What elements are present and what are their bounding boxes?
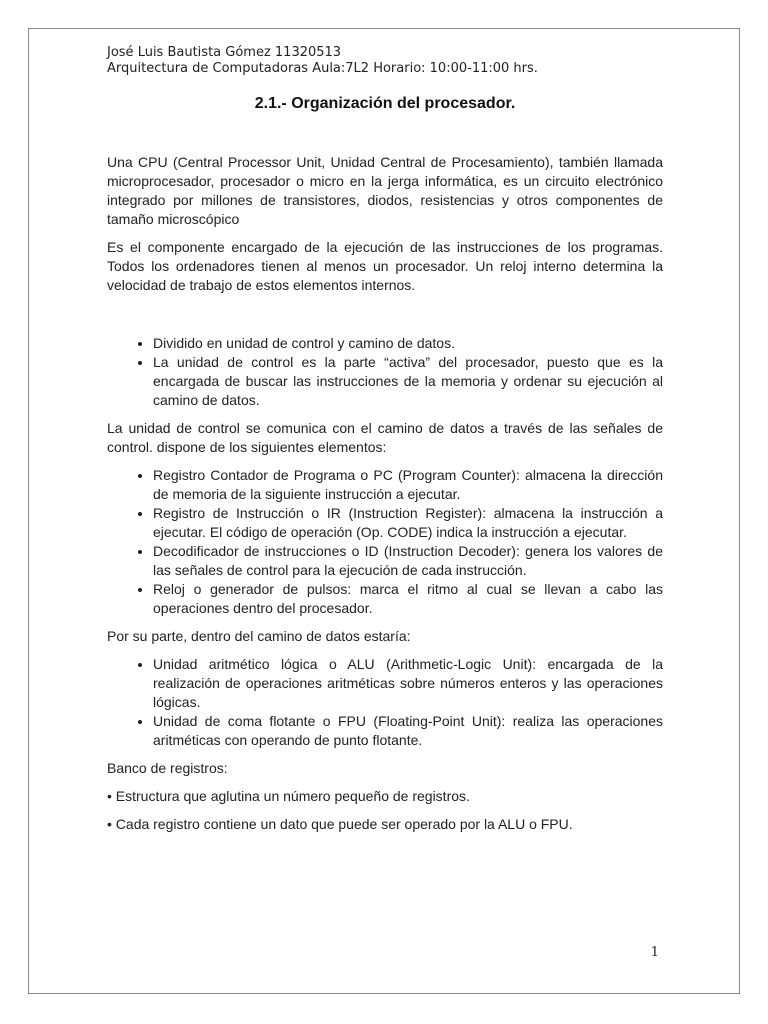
- document-title: 2.1.- Organización del procesador.: [254, 95, 516, 112]
- paragraph-register-bank-point1: • Estructura que aglutina un número pequeño de registros.: [107, 788, 470, 804]
- paragraph-register-bank: Banco de registros:: [107, 760, 228, 776]
- paragraph-register-bank-point2: • Cada registro contiene un dato que puede ser operado por la ALU o FPU.: [107, 816, 573, 832]
- list-item: • Dividido en unidad de control y camino de datos.: [153, 334, 663, 353]
- list-datapath-elements: [107, 655, 663, 750]
- course-line: Arquitectura de Computadoras Aula:7L2 Horario: 10:00-11:00 hrs.: [107, 61, 538, 76]
- list-item: • Reloj o generador de pulsos: marca el ritmo al cual se llevan a cabo las operaciones dentro del procesador.: [153, 580, 663, 618]
- list-item: • Registro Contador de Programa o PC (Program Counter): almacena la dirección de memoria de la siguiente instrucción a ejecutar.: [153, 466, 663, 504]
- document-body: [107, 153, 663, 843]
- document-page: [28, 28, 740, 994]
- list-overview: [107, 334, 663, 410]
- paragraph-control-unit: La unidad de control se comunica con el camino de datos a través de las señales de control. dispone de los siguientes elementos:: [107, 420, 663, 455]
- paragraph-datapath: Por su parte, dentro del camino de datos estaría:: [107, 628, 411, 644]
- list-item: • Unidad aritmético lógica o ALU (Arithmetic-Logic Unit): encargada de la realización de operaciones aritméticas sobre números enteros y las operaciones lógicas.: [153, 655, 663, 712]
- list-item: • Registro de Instrucción o IR (Instruction Register): almacena la instrucción a ejecutar. El código de operación (Op. CODE) indica la instrucción a ejecutar.: [153, 504, 663, 542]
- paragraph-cpu-role: Es el componente encargado de la ejecución de las instrucciones de los programas. Todos los ordenadores tienen al menos un procesador. Un reloj interno determina la velocidad de trabajo de estos elementos internos.: [107, 239, 663, 293]
- page-number: 1: [650, 945, 659, 960]
- paragraph-cpu-definition: Una CPU (Central Processor Unit, Unidad Central de Procesamiento), también llamada microprocesador, procesador o micro en la jerga informática, es un circuito electrónico integrado por millones de transistores, diodos, resistencias y otros componentes de tamaño microscópico: [107, 154, 663, 227]
- spacer: [107, 304, 663, 334]
- author-line: José Luis Bautista Gómez 11320513: [107, 45, 342, 60]
- list-item: • Decodificador de instrucciones o ID (Instruction Decoder): genera los valores de las señales de control para la ejecución de cada instrucción.: [153, 542, 663, 580]
- list-item: • Unidad de coma flotante o FPU (Floating-Point Unit): realiza las operaciones aritméticas con operando de punto flotante.: [153, 712, 663, 750]
- list-item: • La unidad de control es la parte “activa” del procesador, puesto que es la encargada de buscar las instrucciones de la memoria y ordenar su ejecución al camino de datos.: [153, 353, 663, 410]
- document-header: [107, 45, 667, 77]
- list-control-elements: [107, 466, 663, 618]
